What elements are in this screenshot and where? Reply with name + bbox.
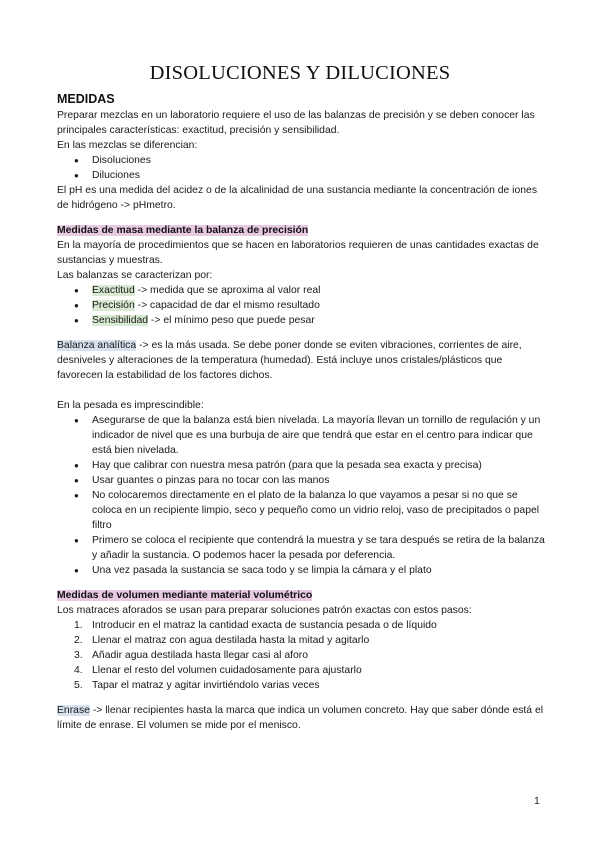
page-title: DISOLUCIONES Y DILUCIONES (149, 62, 451, 84)
section-heading-masa (57, 223, 547, 238)
page-number: 1 (534, 796, 540, 807)
list-item (57, 648, 547, 663)
list-item (57, 678, 547, 693)
pesada-list (57, 413, 547, 578)
step-text: Tapar el matraz y agitar invirtiéndolo varias veces (92, 680, 320, 691)
list-item (57, 618, 547, 633)
step-text: Introducir en el matraz la cantidad exacta de sustancia pesada o de líquido (92, 620, 437, 631)
step-number: 2. (74, 635, 83, 646)
masa-intro: En la mayoría de procedimientos que se hacen en laboratorios requieren de unas cantidades exactas de sustancias y muestras. (57, 240, 539, 266)
term-description: -> medida que se aproxima al valor real (134, 285, 321, 296)
term-highlight: Precisión (92, 300, 135, 311)
step-text: Añadir agua destilada hasta llegar casi al aforo (92, 650, 309, 661)
step-number: 3. (74, 650, 83, 661)
term-description: -> el mínimo peso que puede pesar (148, 315, 315, 326)
volumen-intro: Los matraces aforados se usan para preparar soluciones patrón exactas con estos pasos: (57, 605, 472, 616)
enrase-paragraph (57, 703, 547, 733)
list-item: ● Primero se coloca el recipiente que contendrá la muestra y se tara después se retira de la balanza y añadir la sustancia. O podemos hacer la pesada por deferencia. (57, 533, 547, 563)
list-item: ● Hay que calibrar con nuestra mesa patrón (para que la pesada sea exacta y precisa) (57, 458, 547, 473)
step-number: 4. (74, 665, 83, 676)
traits-list (57, 283, 547, 328)
list-item: ● Diluciones (57, 168, 547, 183)
step-text: Llenar el matraz con agua destilada hasta la mitad y agitarlo (92, 635, 370, 646)
balanzas-intro: Las balanzas se caracterizan por: (57, 270, 213, 281)
document-body (57, 91, 547, 733)
list-item: ● Disoluciones (57, 153, 547, 168)
term-description: -> es la más usada. Se debe poner donde se eviten vibraciones, corrientes de aire, desniveles y alteraciones de la temperatura (humedad). Está incluye unos cristales/plásticos que favorecen la estabilidad de los factores dichos. (57, 340, 522, 381)
steps-list (57, 618, 547, 693)
heading-highlight: Medidas de volumen mediante material volumétrico (57, 590, 313, 601)
term-highlight: Balanza analítica (57, 340, 137, 351)
term-highlight: Exactitud (92, 285, 135, 296)
heading-highlight: Medidas de masa mediante la balanza de precisión (57, 225, 309, 236)
term-description: -> llenar recipientes hasta la marca que indica un volumen concreto. Hay que saber dónde está el límite de enrase. El volumen se mide por el menisco. (57, 705, 544, 731)
mezclas-list (57, 153, 547, 183)
section-heading-medidas: MEDIDAS (57, 92, 115, 106)
pesada-intro: En la pesada es imprescindible: (57, 400, 204, 411)
term-highlight: Sensibilidad (92, 315, 149, 326)
list-item (57, 633, 547, 648)
list-item: ● Una vez pasada la sustancia se saca todo y se limpia la cámara y el plato (57, 563, 547, 578)
list-item: ● No colocaremos directamente en el plato de la balanza lo que vayamos a pesar si no que se coloca en un recipiente limpio, seco y pequeño como un vidrio reloj, vaso de precipitados o papel filtro (57, 488, 547, 533)
term-highlight: Enrase (57, 705, 90, 716)
list-item: ● Asegurarse de que la balanza está bien nivelada. La mayoría llevan un tornillo de regulación y un indicador de nivel que es una burbuja de aire que tendrá que estar en el centro para indicar que está bien nivelada. (57, 413, 547, 458)
section-heading-volumen (57, 588, 547, 603)
term-description: -> capacidad de dar el mismo resultado (134, 300, 320, 311)
list-item (57, 283, 547, 298)
list-item (57, 663, 547, 678)
mezclas-intro: En las mezclas se diferencian: (57, 140, 198, 151)
list-item (57, 313, 547, 328)
step-number: 5. (74, 680, 83, 691)
list-item (57, 298, 547, 313)
analitica-paragraph (57, 338, 547, 383)
step-number: 1. (74, 620, 83, 631)
list-item: ● Usar guantes o pinzas para no tocar con las manos (57, 473, 547, 488)
medidas-intro: Preparar mezclas en un laboratorio requiere el uso de las balanzas de precisión y se deben conocer las principales características: exactitud, precisión y sensibilidad. (57, 110, 535, 136)
ph-paragraph: El pH es una medida del acidez o de la alcalinidad de una sustancia mediante la concentración de iones de hidrógeno -> pHmetro. (57, 185, 538, 211)
step-text: Llenar el resto del volumen cuidadosamente para ajustarlo (92, 665, 362, 676)
